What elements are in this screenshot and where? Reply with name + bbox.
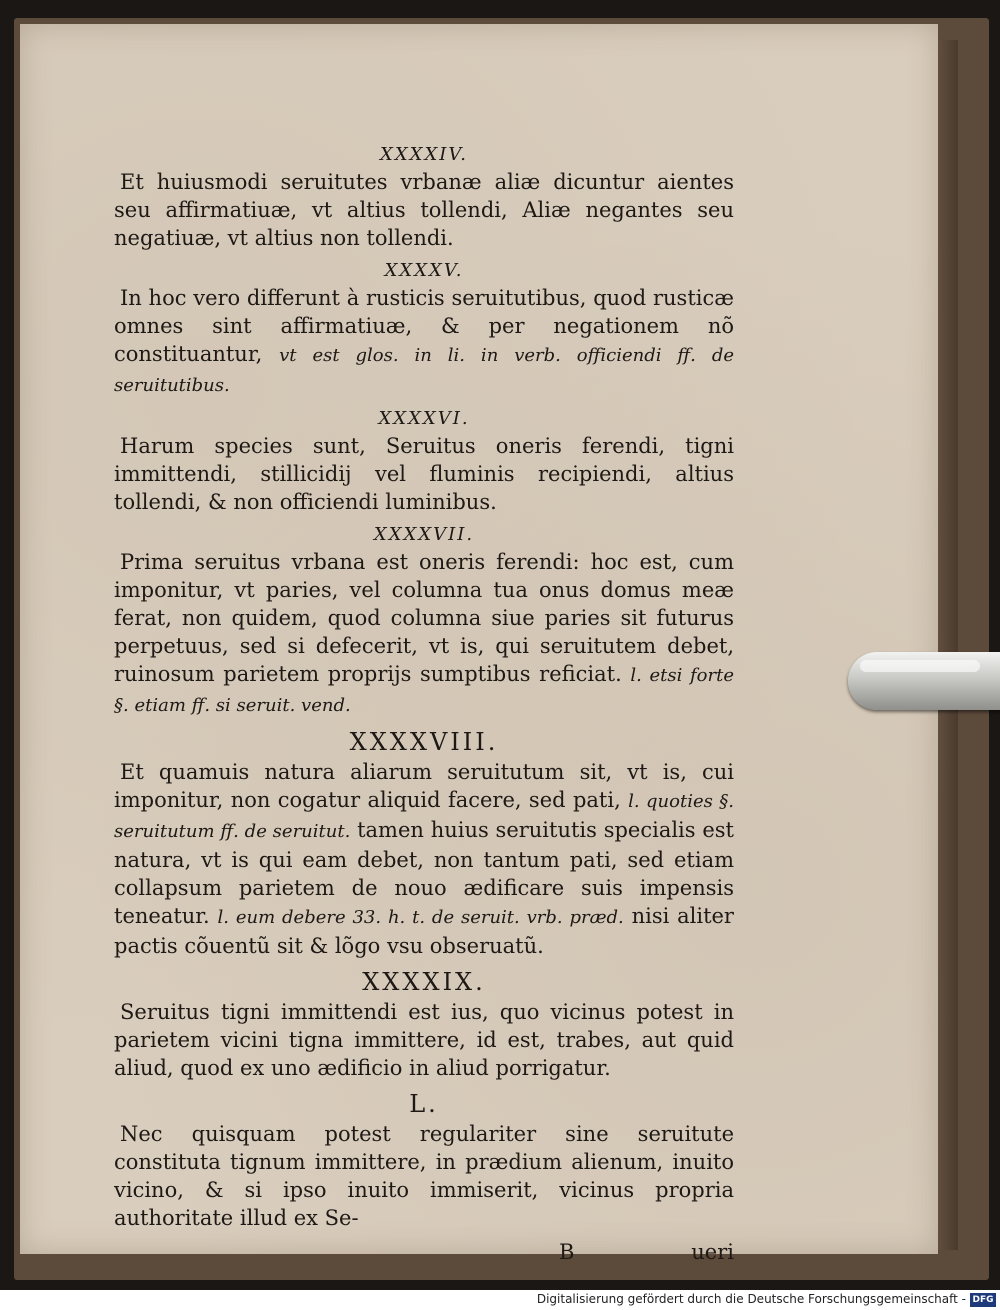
funding-credit: Digitalisierung gefördert durch die Deutsche Forschungsgemeinschaft -	[536, 1292, 966, 1306]
paragraph-text: Prima seruitus vrbana est oneris ferendi: hoc est, cum imponitur, vt paries, vel columna tua onus domus meæ ferat, non quidem, quod columna siue paries sit futurus perpetuus, sed si defecerit, vt is, qui seruitutem debet, ruinosum parietem proprijs sumptibus reficiat.	[114, 550, 734, 686]
paragraph	[114, 168, 734, 252]
section-heading: L.	[409, 1090, 439, 1118]
paragraph	[114, 284, 734, 400]
paragraph	[114, 998, 734, 1082]
page-text	[114, 142, 734, 1268]
catchword: ueri	[691, 1240, 734, 1264]
paragraph-text: In hoc vero differunt à rusticis seruitutibus, quod rusticæ omnes sint affirmatiuæ, & per negationem nõ constituantur,	[114, 286, 734, 366]
section-47	[114, 522, 734, 720]
legal-citation: l. eum debere 33. h. t. de seruit. vrb. præd.	[217, 907, 624, 928]
section-heading: XXXXV.	[384, 260, 464, 281]
paragraph-text: tamen huius seruitutis specialis est natura, vt is qui eam debet, non tantum pati, sed etiam collapsum parietem de nouo ædificare suis impensis teneatur.	[114, 818, 734, 928]
section-50	[114, 1088, 734, 1232]
section-48	[114, 726, 734, 960]
paragraph	[114, 432, 734, 516]
section-heading: XXXXVII.	[373, 524, 475, 545]
footer-bar	[0, 1290, 1000, 1310]
signature-mark: B	[559, 1240, 575, 1264]
section-heading: XXXXVI.	[378, 408, 470, 429]
legal-citation: vt est glos. in li. in verb. officiendi ff. de seruitutibus.	[114, 345, 734, 396]
paragraph-text: nisi aliter pactis cõuentũ sit & lõgo vsu obseruatũ.	[114, 904, 734, 958]
paragraph-text: Nec quisquam potest regulariter sine seruitute constituta tignum immittere, in prædium alienum, inuito vicino, & si ipso inuito immiserit, vicinus propria authoritate illud ex Se-	[114, 1122, 734, 1230]
page-footer-marks	[114, 1238, 734, 1268]
section-heading: XXXXIV.	[380, 144, 468, 165]
page	[20, 24, 938, 1264]
bookmark-tab-shine	[860, 660, 980, 672]
section-46	[114, 406, 734, 516]
legal-citation: l. etsi forte §. etiam ff. si seruit. vend.	[114, 665, 734, 716]
paragraph	[114, 1120, 734, 1232]
section-45	[114, 258, 734, 400]
paragraph	[114, 548, 734, 720]
section-heading: XXXXIX.	[362, 968, 486, 996]
section-heading: XXXXVIII.	[349, 728, 499, 756]
section-44	[114, 142, 734, 252]
paragraph-text: Harum species sunt, Seruitus oneris ferendi, tigni immittendi, stillicidij vel fluminis recipiendi, altius tollendi, & non officiendi luminibus.	[114, 434, 734, 514]
paragraph-text: Seruitus tigni immittendi est ius, quo vicinus potest in parietem vicini tigna immittere, id est, trabes, aut quid aliud, quod ex uno ædificio in aliud porrigatur.	[114, 1000, 734, 1080]
paragraph-text: Et quamuis natura aliarum seruitutum sit, vt is, cui imponitur, non cogatur aliquid facere, sed pati,	[114, 760, 734, 812]
paragraph-text: Et huiusmodi seruitutes vrbanæ aliæ dicuntur aientes seu affirmatiuæ, vt altius tollendi, Aliæ negantes seu negatiuæ, vt altius non tollendi.	[114, 170, 734, 250]
paragraph	[114, 758, 734, 960]
bookmark-tab	[848, 652, 1000, 710]
section-49	[114, 966, 734, 1082]
legal-citation: l. quoties §. seruitutum ff. de seruitut.	[114, 791, 734, 842]
dfg-logo: DFG	[970, 1293, 996, 1307]
